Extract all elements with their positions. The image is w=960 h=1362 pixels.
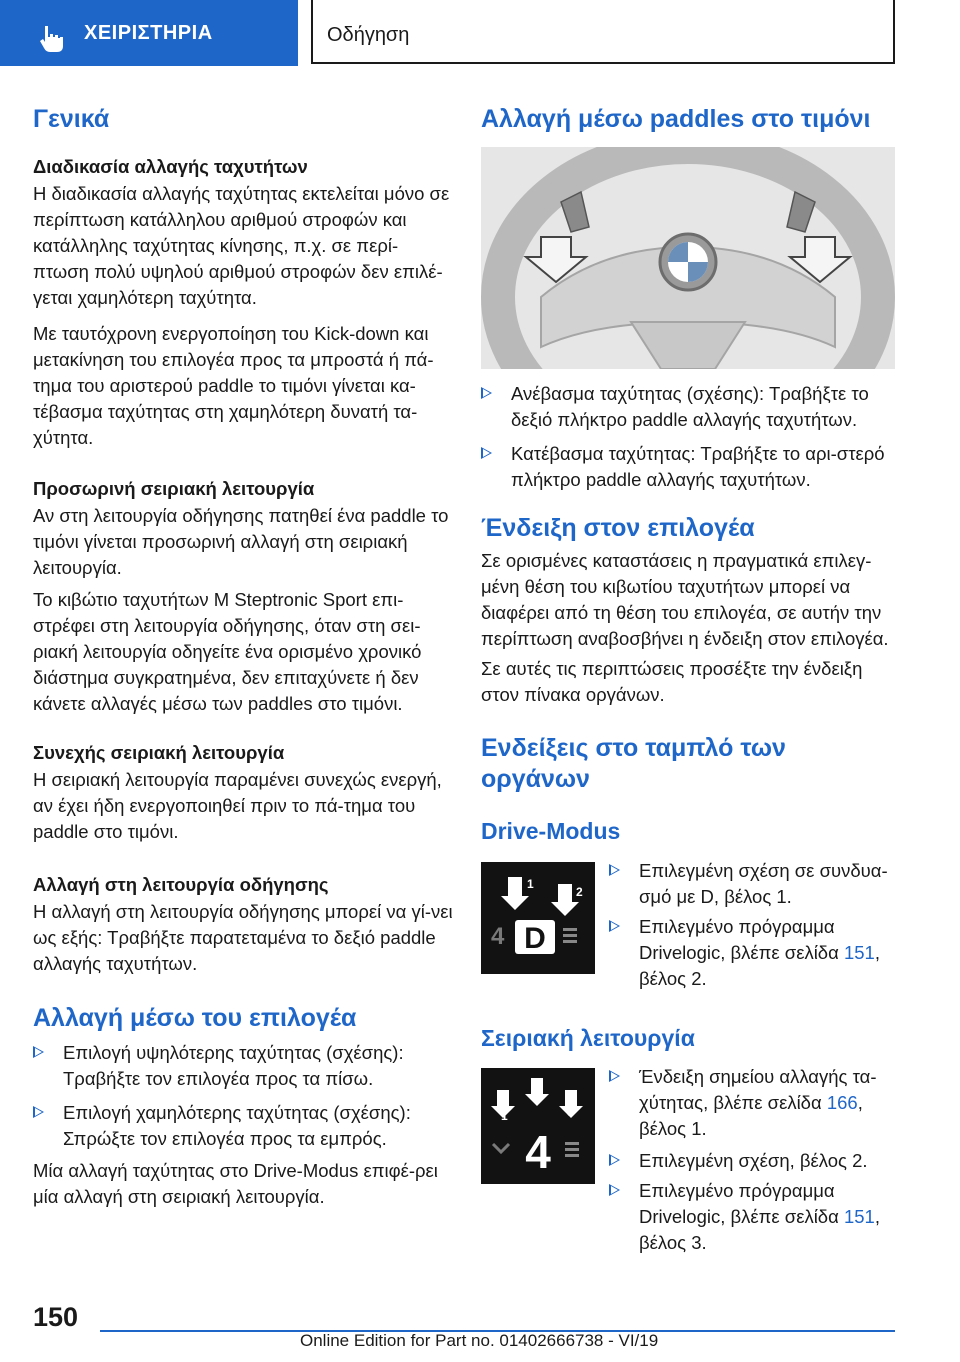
heading-sequential-mode: Σειριακή λειτουργία: [481, 1025, 695, 1051]
page-link[interactable]: 151: [843, 942, 875, 963]
hand-pointer-icon: [38, 24, 68, 54]
steering-wheel-illustration: [481, 147, 895, 369]
page-number: 150: [33, 1302, 79, 1332]
list-item-text: Επιλεγμένη σχέση, βέλος 2.: [639, 1150, 868, 1171]
list-item-text: [639, 1178, 897, 1256]
bullet-triangle-icon: [609, 864, 620, 876]
heading-drive-modus: Drive-Modus: [481, 818, 621, 844]
paragraph-procedure-1: Η διαδικασία αλλαγής ταχύτητας εκτελείται μόνο σε περίπτωση κατάλληλου αριθμού στροφών και κατάλληλης ταχύτητας κίνησης, π.χ. σε περί-πτωση πολύ υψηλού αριθμού στροφών δεν επιλέ-γεται χαμηλότερη ταχύτητα.: [33, 183, 450, 308]
drive-mode-display-illustration: [481, 862, 595, 974]
list-item-text-part: Επιλεγμένο πρόγραμμα Drivelogic, βλέπε σελίδα: [639, 916, 844, 963]
sequential-mode-display-image: [481, 1068, 595, 1184]
list-item: [33, 1100, 453, 1152]
page-link[interactable]: 151: [843, 1206, 875, 1227]
heading-general: Γενικά: [33, 105, 110, 133]
tab-controls[interactable]: [0, 0, 298, 66]
list-item: [609, 1148, 899, 1174]
arrow-2-label: 2: [535, 1089, 542, 1103]
list-item-text-part: , βέλος 3.: [639, 1206, 880, 1253]
heading-paddles: Αλλαγή μέσω paddles στο τιμόνι: [481, 105, 871, 133]
list-item-text: [639, 1064, 897, 1142]
bullet-triangle-icon: [609, 1154, 620, 1166]
gear-label: 4: [525, 1126, 551, 1178]
heading-continuous-sequential: Συνεχής σειριακή λειτουργία: [33, 742, 285, 763]
steering-wheel-image: [481, 147, 895, 369]
list-item-text-part: Επιλεγμένο πρόγραμμα Drivelogic, βλέπε σελίδα: [639, 1180, 844, 1227]
bullet-triangle-icon: [33, 1046, 44, 1058]
heading-switch-drive: Αλλαγή στη λειτουργία οδήγησης: [33, 874, 329, 895]
heading-temp-sequential: Προσωρινή σειριακή λειτουργία: [33, 478, 315, 499]
list-item-text: Επιλογή υψηλότερης ταχύτητας (σχέσης): Τραβήξτε τον επιλογέα προς τα πίσω.: [63, 1042, 404, 1089]
paragraph-indicator-2: Σε αυτές τις περιπτώσεις προσέξτε την ένδειξη στον πίνακα οργάνων.: [481, 658, 863, 705]
paragraph-temp-1: Αν στη λειτουργία οδήγησης πατηθεί ένα paddle το τιμόνι γίνεται προσωρινή αλλαγή στη σειριακή λειτουργία.: [33, 505, 449, 578]
gear-label: 4: [491, 923, 505, 950]
list-item-text: Επιλεγμένη σχέση σε συνδυα-σμό με D, βέλος 1.: [639, 860, 888, 907]
page-link[interactable]: 166: [826, 1092, 858, 1113]
list-item: [481, 381, 895, 433]
drive-mode-display-image: [481, 862, 595, 974]
top-bar: [0, 0, 960, 66]
paragraph-indicator-1: Σε ορισμένες καταστάσεις η πραγματικά επιλεγ-μένη θέση του κιβωτίου ταχυτήτων μπορεί να διαφέρει από τη θέση του επιλογέα, σε αυτήν την περίπτωση αναβοσβήνει η ένδειξη στον επιλογέα.: [481, 550, 889, 649]
list-item-text: Ανέβασμα ταχύτητας (σχέσης): Τραβήξτε το δεξιό πλήκτρο paddle αλλαγής ταχυτήτων.: [511, 383, 869, 430]
heading-instrument-cluster-line-1: Ενδείξεις στο ταμπλό των: [481, 734, 786, 762]
list-item-text: [639, 914, 897, 992]
arrow-1-label: 1: [527, 877, 534, 891]
bullet-triangle-icon: [609, 920, 620, 932]
bullet-triangle-icon: [481, 387, 492, 399]
paragraph-continuous: Η σειριακή λειτουργία παραμένει συνεχώς ενεργή, αν έχει ήδη ενεργοποιηθεί πριν το πά-τημα του paddle στο τιμόνι.: [33, 769, 442, 842]
bullet-triangle-icon: [481, 447, 492, 459]
paragraph-selector: Μία αλλαγή ταχύτητας στο Drive-Modus επιφέ-ρει μία αλλαγή στη σειριακή λειτουργία.: [33, 1160, 438, 1207]
list-item: [33, 1040, 453, 1092]
heading-selector-indicator: Ένδειξη στον επιλογέα: [481, 514, 755, 542]
list-item: [481, 441, 895, 493]
list-item: [609, 1178, 899, 1256]
section-title: Οδήγηση: [327, 24, 410, 46]
heading-instrument-cluster-line-2: οργάνων: [481, 765, 590, 793]
heading-selector-lever: Αλλαγή μέσω του επιλογέα: [33, 1004, 357, 1032]
paragraph-switch: Η αλλαγή στη λειτουργία οδήγησης μπορεί να γί-νει ως εξής: Τραβήξτε παρατεταμένα το δεξιό paddle αλλαγής ταχυτήτων.: [33, 901, 453, 974]
list-item-text: Κατέβασμα ταχύτητας: Τραβήξτε το αρι-στερό πλήκτρο paddle αλλαγής ταχυτήτων.: [511, 443, 885, 490]
arrow-3-label: 3: [567, 1105, 574, 1119]
bullet-triangle-icon: [609, 1184, 620, 1196]
paragraph-procedure-2: Με ταυτόχρονη ενεργοποίηση του Kick-down και μετακίνηση του επιλογέα προς τα μπροστά ή πά-τημα του αριστερού paddle το τιμόνι γίνεται κα-τέβασμα ταχύτητας στη χαμηλότερη δυνατή τα-χύτητα.: [33, 323, 434, 448]
arrow-1-label: 1: [501, 1109, 508, 1123]
list-item-text-part: , βέλος 1.: [639, 1092, 863, 1139]
list-item-text: Επιλογή χαμηλότερης ταχύτητας (σχέσης): Σπρώξτε τον επιλογέα προς τα εμπρός.: [63, 1102, 411, 1149]
heading-procedure: Διαδικασία αλλαγής ταχυτήτων: [33, 156, 308, 177]
tab-controls-label: ΧΕΙΡΙΣΤΗΡΙΑ: [84, 22, 213, 44]
bullet-triangle-icon: [33, 1106, 44, 1118]
paragraph-temp-2: Το κιβώτιο ταχυτήτων M Steptronic Sport επι-στρέφει στη λειτουργία οδήγησης, όταν στη σει-ριακή λειτουργία οδηγείτε ένα ορισμένο χρονικό διάστημα συγκρατημένα, δεν επιταχύνετε ή δεν κάνετε αλλαγές μέσω των paddles στο τιμόνι.: [33, 589, 422, 714]
bullet-triangle-icon: [609, 1070, 620, 1082]
footer-edition: Online Edition for Part no. 01402666738 - VI/19: [300, 1331, 659, 1350]
arrow-2-label: 2: [576, 885, 583, 899]
list-item-text-part: Ένδειξη σημείου αλλαγής τα-χύτητας, βλέπε σελίδα: [639, 1066, 877, 1113]
list-item-text-part: , βέλος 2.: [639, 942, 880, 989]
list-item: [609, 858, 899, 910]
list-item: [609, 1064, 899, 1142]
section-title-box: [311, 0, 895, 64]
sequential-mode-display-illustration: [481, 1068, 595, 1184]
drive-mode-label: D: [524, 922, 546, 955]
list-item: [609, 914, 899, 992]
